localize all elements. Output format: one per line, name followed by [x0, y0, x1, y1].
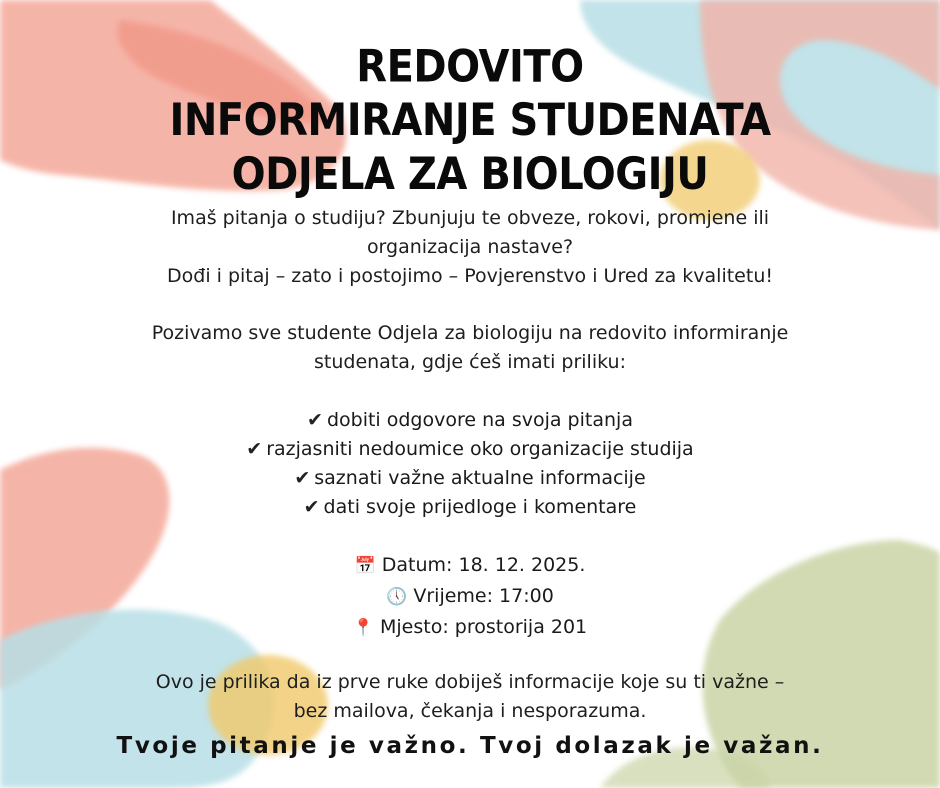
checklist-text: razjasniti nedoumice oko organizacije studija [266, 438, 694, 460]
event-time [60, 581, 880, 612]
closing-line: Ovo je prilika da iz prve ruke dobiješ informacije koje su ti važne – [155, 671, 785, 693]
checklist-text: dati svoje prijedloge i komentare [323, 496, 637, 518]
clock-icon: 🕔 [386, 587, 408, 607]
checklist-item [60, 435, 880, 464]
check-icon: ✔ [307, 409, 323, 431]
event-date [60, 550, 880, 581]
flyer-title [0, 40, 940, 201]
intro-line: Imaš pitanja o studiju? Zbunjuju te obveze, rokovi, promjene ili [170, 207, 770, 229]
intro-paragraph [60, 204, 880, 291]
intro-line: Dođi i pitaj – zato i postojimo – Povjerenstvo i Ured za kvalitetu! [167, 265, 773, 287]
invite-line: studenata, gdje ćeš imati priliku: [314, 351, 626, 373]
benefits-checklist [60, 406, 880, 522]
checklist-text: dobiti odgovore na svoja pitanja [326, 409, 633, 431]
checklist-item [60, 493, 880, 522]
invite-line: Pozivamo sve studente Odjela za biologiju na redovito informiranje [151, 322, 789, 344]
closing-paragraph [60, 668, 880, 726]
event-place [60, 612, 880, 643]
title-line: REDOVITO [356, 41, 584, 93]
invite-paragraph [60, 319, 880, 377]
closing-line: bez mailova, čekanja i nesporazuma. [293, 700, 647, 722]
check-icon: ✔ [303, 496, 320, 518]
event-time-text: Vrijeme: 17:00 [413, 585, 554, 607]
title-line: INFORMIRANJE STUDENATA [169, 94, 771, 147]
event-place-text: Mjesto: prostorija 201 [380, 616, 588, 638]
check-icon: ✔ [294, 467, 311, 489]
checklist-item [60, 464, 880, 493]
tagline: Tvoje pitanje je važno. Tvoj dolazak je važan. [116, 733, 824, 759]
calendar-icon: 📅 [354, 556, 376, 576]
checklist-item [60, 406, 880, 435]
checklist-text: saznati važne aktualne informacije [314, 467, 646, 489]
title-line: ODJELA ZA BIOLOGIJU [231, 148, 709, 201]
pin-icon: 📍 [352, 618, 374, 638]
check-icon: ✔ [246, 438, 263, 460]
event-date-text: Datum: 18. 12. 2025. [381, 554, 586, 576]
intro-line: organizacija nastave? [366, 236, 574, 258]
event-details [60, 550, 880, 643]
